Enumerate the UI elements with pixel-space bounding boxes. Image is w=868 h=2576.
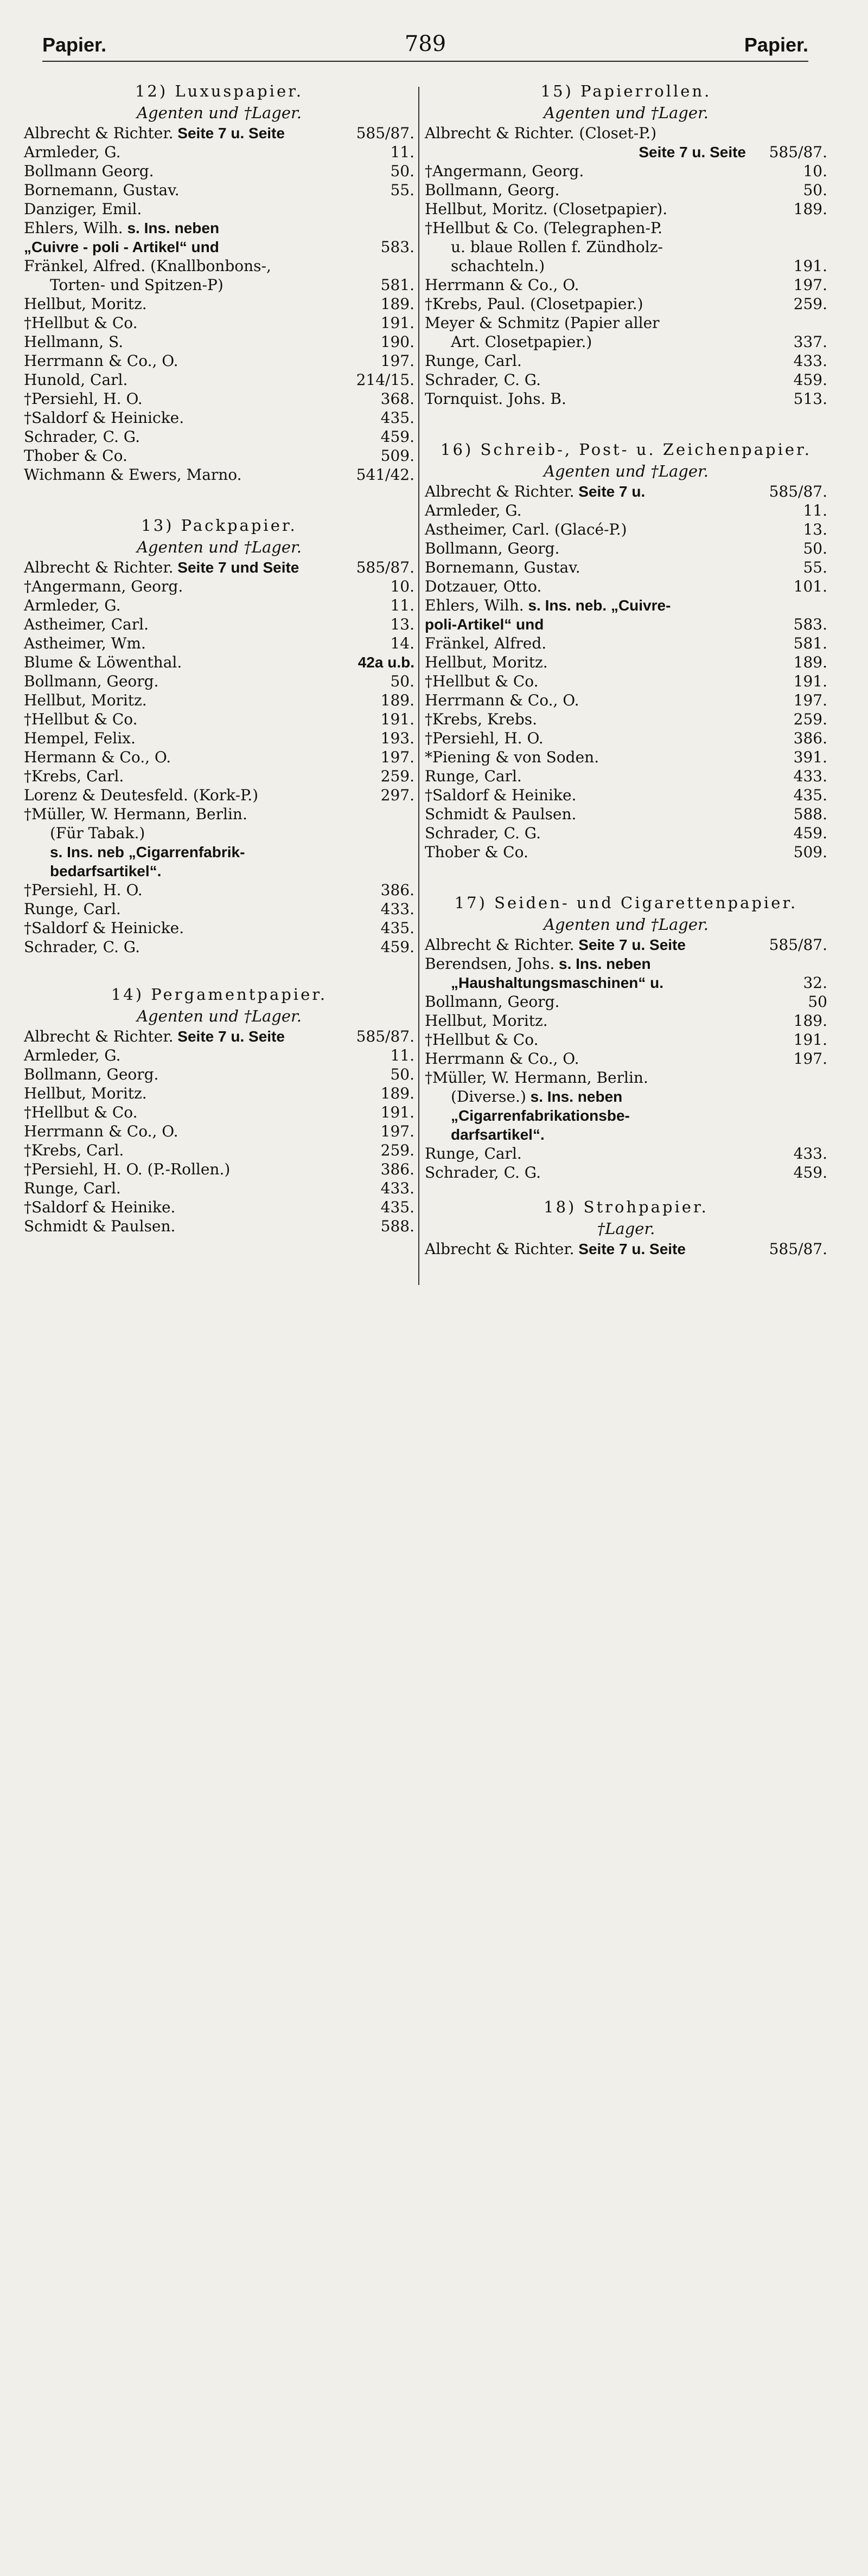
entry-page-ref: 10. <box>390 577 414 595</box>
entry-text: Bollmann, Georg. <box>425 539 560 557</box>
entry-text: Hellbut, Moritz. <box>425 653 548 671</box>
entry-page-ref: 509. <box>380 447 414 465</box>
directory-entry <box>425 256 827 275</box>
entry-page-ref: 55. <box>803 558 827 576</box>
entry-page-ref: 189. <box>380 1084 414 1102</box>
entry-text: Lorenz & Deutesfeld. (Kork-P.) <box>24 786 259 804</box>
entry-insert-note: darfsartikel“. <box>451 1126 545 1143</box>
entry-page-ref: 50. <box>390 672 414 690</box>
entry-text: *Piening & von Soden. <box>425 748 599 766</box>
entry-page-ref: 435. <box>793 786 827 804</box>
entry-page-ref: 11. <box>390 1046 414 1064</box>
entry-text: Torten- und Spitzen-P) <box>50 276 224 294</box>
entry-text: Albrecht & Richter. <box>24 1027 174 1045</box>
entry-text: †Persiehl, H. O. (P.-Rollen.) <box>24 1160 231 1178</box>
entry-text: (Für Tabak.) <box>50 824 145 842</box>
entry-text: Dotzauer, Otto. <box>425 577 542 595</box>
entry-page-ref: 11. <box>390 143 414 161</box>
directory-entry <box>425 313 827 332</box>
entry-text: Schrader, C. G. <box>425 371 541 389</box>
directory-entry <box>425 767 827 786</box>
directory-entry <box>24 124 414 143</box>
entry-page-ref: 191. <box>380 710 414 728</box>
entry-text: Bollmann, Georg. <box>425 181 560 199</box>
entry-page-ref: 433. <box>793 1145 827 1162</box>
entry-page-ref: 259. <box>380 767 414 785</box>
entry-insert-note: s. Ins. neben <box>526 1088 623 1105</box>
entry-text: u. blaue Rollen f. Zündholz- <box>451 238 663 256</box>
entry-page-ref: 259. <box>380 1141 414 1159</box>
entry-insert-note: Seite 7 u. Seite <box>574 1241 686 1257</box>
entry-text: †Hellbut & Co. <box>24 710 138 728</box>
entry-page-ref: 585/87. <box>356 124 414 142</box>
entry-page-ref: 50. <box>803 539 827 557</box>
section-subtitle: Agenten und †Lager. <box>544 462 709 480</box>
entry-page-ref: 585/87. <box>356 558 414 576</box>
entry-page-ref: 459. <box>380 428 414 446</box>
entry-page-ref: 581. <box>380 276 414 294</box>
directory-entry <box>425 351 827 370</box>
entry-page-ref: 11. <box>803 502 827 519</box>
entry-text: †Hellbut & Co. <box>425 672 539 690</box>
entry-text: Albrecht & Richter. <box>24 124 174 142</box>
entry-page-ref: 433. <box>380 900 414 918</box>
section-subtitle: Agenten und †Lager. <box>137 1007 302 1025</box>
directory-entry <box>425 520 827 539</box>
directory-entry <box>425 1068 827 1087</box>
directory-entry <box>425 1087 827 1106</box>
entry-text: Armleder, G. <box>24 143 121 161</box>
entry-text: Schrader, C. G. <box>24 428 141 446</box>
directory-entry <box>425 219 827 237</box>
entry-text: †Saldorf & Heinicke. <box>24 919 184 937</box>
entry-page-ref: 55. <box>390 181 414 199</box>
entry-page-ref: 297. <box>380 786 414 804</box>
entry-text: Albrecht & Richter. (Closet-P.) <box>425 124 657 142</box>
directory-entry <box>425 1144 827 1163</box>
directory-entry <box>425 181 827 200</box>
directory-entry <box>425 1106 827 1125</box>
entry-page-ref: 459. <box>793 1164 827 1181</box>
directory-entry <box>425 634 827 653</box>
directory-entry <box>425 1125 827 1144</box>
directory-entry <box>425 935 827 954</box>
category-section <box>425 440 827 862</box>
entry-text: Herrmann & Co., O. <box>24 352 178 370</box>
entry-page-ref: 541/42. <box>356 466 414 484</box>
header-left-title: Papier. <box>42 34 107 56</box>
section-title: 12) Luxuspapier. <box>135 82 304 100</box>
entry-page-ref: 50 <box>808 993 827 1011</box>
directory-entry <box>425 294 827 313</box>
directory-entry <box>425 672 827 691</box>
entry-text: Bollmann, Georg. <box>24 1065 159 1083</box>
entry-page-ref: 585/87. <box>356 1027 414 1045</box>
entry-page-ref: 13. <box>390 615 414 633</box>
entry-name <box>425 1125 545 1144</box>
directory-entry <box>425 615 827 634</box>
entry-text: †Krebs, Krebs. <box>425 710 538 728</box>
entry-text: Runge, Carl. <box>24 900 121 918</box>
entry-page-ref: 189. <box>793 200 827 218</box>
entry-page-ref: 189. <box>793 1012 827 1030</box>
entry-text: Ehlers, Wilh. <box>425 596 524 614</box>
entry-text: Herrmann & Co., O. <box>425 691 579 709</box>
directory-entry <box>425 653 827 672</box>
header-right-title: Papier. <box>744 34 808 56</box>
directory-entry <box>425 748 827 767</box>
entry-page-ref: 191. <box>793 257 827 275</box>
entry-page-ref: 583. <box>380 238 414 256</box>
entry-page-ref: 14. <box>390 634 414 652</box>
section-subtitle: Agenten und †Lager. <box>137 104 302 122</box>
entry-text: Schmidt & Paulsen. <box>24 1217 176 1235</box>
entry-page-ref: 368. <box>380 390 414 408</box>
directory-entry <box>425 824 827 843</box>
entry-page-ref: 509. <box>793 843 827 861</box>
entry-text: Herrmann & Co., O. <box>425 1050 579 1068</box>
entry-insert-note: s. Ins. neb „Cigarrenfabrik- <box>50 844 245 860</box>
entry-page-ref: 50. <box>390 1065 414 1083</box>
entry-text: Schrader, C. G. <box>425 1164 541 1181</box>
entry-text: †Krebs, Carl. <box>24 1141 124 1159</box>
entry-text: †Saldorf & Heinike. <box>24 1198 176 1216</box>
entry-text: Thober & Co. <box>425 843 528 861</box>
entry-page-ref: 259. <box>793 710 827 728</box>
entry-text: Albrecht & Richter. <box>425 936 575 954</box>
entry-text: Astheimer, Carl. <box>24 615 149 633</box>
entry-page-ref: 101. <box>793 577 827 595</box>
section-subtitle: Agenten und †Lager. <box>544 104 709 122</box>
section-title: 18) Strohpapier. <box>544 1198 709 1216</box>
entry-page-ref: 435. <box>380 1198 414 1216</box>
entry-text: †Angermann, Georg. <box>425 162 584 180</box>
directory-entry <box>425 275 827 294</box>
directory-entry <box>425 332 827 351</box>
entry-page-ref: 585/87. <box>769 1240 827 1258</box>
entry-page-ref: 585/87. <box>769 483 827 500</box>
entry-text: Bornemann, Gustav. <box>24 181 180 199</box>
entry-page-ref: 433. <box>380 1179 414 1197</box>
entry-text: Runge, Carl. <box>425 767 522 785</box>
entry-insert-note: Seite 7 u. Seite <box>574 936 686 953</box>
directory-entry <box>425 143 827 162</box>
entry-insert-note: s. Ins. neben <box>554 955 651 972</box>
entry-page-ref: 459. <box>793 824 827 842</box>
right-column <box>425 81 827 1290</box>
entry-page-ref: 191. <box>793 1031 827 1049</box>
entry-name <box>425 1087 622 1106</box>
entry-text: (Diverse.) <box>451 1088 526 1106</box>
entry-page-ref: 588. <box>793 805 827 823</box>
directory-entry <box>425 539 827 558</box>
entry-page-ref: 193. <box>380 729 414 747</box>
directory-entry <box>425 973 827 992</box>
entry-insert-note: Seite 7 und Seite <box>173 559 299 576</box>
entry-page-ref: 459. <box>793 371 827 389</box>
directory-entry <box>425 805 827 824</box>
entry-page-ref: 11. <box>390 596 414 614</box>
directory-entry <box>425 482 827 501</box>
entry-text: †Saldorf & Heinike. <box>425 786 577 804</box>
entry-text: schachteln.) <box>451 257 545 275</box>
entry-text: †Persiehl, H. O. <box>425 729 544 747</box>
entry-page-ref: 386. <box>793 729 827 747</box>
entry-page-ref: 189. <box>793 653 827 671</box>
section-subtitle: Agenten und †Lager. <box>137 538 302 556</box>
entry-page-ref: 190. <box>380 333 414 351</box>
entry-insert-note: poli-Artikel“ und <box>425 616 544 633</box>
entry-insert-note: Seite 7 u. Seite <box>173 1028 285 1045</box>
entry-page-ref: 435. <box>380 919 414 937</box>
entry-page-ref: 433. <box>793 767 827 785</box>
entry-insert-note: Seite 7 u. Seite <box>639 144 746 160</box>
category-section <box>425 81 827 408</box>
entry-text: Schrader, C. G. <box>425 824 541 842</box>
directory-entry <box>425 558 827 577</box>
entry-text: Schmidt & Paulsen. <box>425 805 577 823</box>
entry-insert-note: s. Ins. neb. „Cuivre- <box>524 597 671 614</box>
directory-entry <box>425 786 827 805</box>
entry-name <box>425 1106 630 1125</box>
entry-text: Armleder, G. <box>425 502 522 519</box>
entry-page-ref: 191. <box>380 314 414 332</box>
directory-entry <box>425 1239 827 1258</box>
entry-text: Hunold, Carl. <box>24 371 128 389</box>
entry-text: Runge, Carl. <box>425 352 522 370</box>
entry-insert-note: s. Ins. neben <box>123 220 220 236</box>
entry-text: †Hellbut & Co. <box>425 1031 539 1049</box>
entry-page-ref: 214/15. <box>356 371 414 389</box>
page-number: 789 <box>404 31 446 56</box>
entry-page-ref: 10. <box>803 162 827 180</box>
entry-text: Hellbut, Moritz. <box>24 1084 147 1102</box>
directory-entry <box>425 162 827 181</box>
entry-text: Fränkel, Alfred. (Knallbonbons-, <box>24 257 271 275</box>
entry-text: †Müller, W. Hermann, Berlin. <box>425 1069 648 1087</box>
entry-page-ref: 386. <box>380 1160 414 1178</box>
entry-text: Blume & Löwenthal. <box>24 653 182 671</box>
directory-entry <box>425 596 827 615</box>
entry-text: Hellmann, S. <box>24 333 124 351</box>
entry-name <box>425 954 651 973</box>
entry-text: Meyer & Schmitz (Papier aller <box>425 314 660 332</box>
entry-page-ref: 459. <box>380 938 414 956</box>
entry-text: Astheimer, Carl. (Glacé-P.) <box>425 521 627 538</box>
entry-page-ref: 585/87. <box>769 143 827 161</box>
entry-page-ref: 189. <box>380 295 414 313</box>
directory-entry <box>425 1049 827 1068</box>
entry-text: Ehlers, Wilh. <box>24 219 123 237</box>
entry-text: †Müller, W. Hermann, Berlin. <box>24 805 247 823</box>
section-title: 14) Pergamentpapier. <box>111 985 328 1004</box>
entry-text: Albrecht & Richter. <box>425 483 575 500</box>
entry-name <box>425 237 663 256</box>
entry-text: Armleder, G. <box>24 596 121 614</box>
directory-entry <box>425 729 827 748</box>
directory-entry <box>425 1163 827 1182</box>
directory-entry <box>425 992 827 1011</box>
entry-text: Tornquist. Johs. B. <box>425 390 566 408</box>
entry-text: Berendsen, Johs. <box>425 955 555 973</box>
entry-text: †Hellbut & Co. <box>24 1103 138 1121</box>
entry-text: Runge, Carl. <box>425 1145 522 1162</box>
entry-text: Herrmann & Co., O. <box>425 276 579 294</box>
directory-entry <box>425 691 827 710</box>
entry-insert-note: Seite 7 u. <box>574 483 646 500</box>
entry-text: Hermann & Co., O. <box>24 748 171 766</box>
directory-entry <box>425 577 827 596</box>
section-subtitle: †Lager. <box>597 1219 655 1238</box>
entry-page-ref: 585/87. <box>769 936 827 954</box>
section-title: 16) Schreib-, Post- u. Zeichenpapier. <box>441 440 812 459</box>
entry-page-ref: 197. <box>793 691 827 709</box>
entry-page-ref: 259. <box>793 295 827 313</box>
entry-insert-note: „Cuivre - poli - Artikel“ und <box>24 239 219 255</box>
entry-page-ref: 197. <box>380 352 414 370</box>
entry-name <box>425 596 671 615</box>
entry-text: Bollmann, Georg. <box>425 993 560 1011</box>
entry-text: Hellbut, Moritz. (Closetpapier). <box>425 200 668 218</box>
entry-text: Hellbut, Moritz. <box>425 1012 548 1030</box>
entry-text: Herrmann & Co., O. <box>24 1122 178 1140</box>
entry-insert-note: Seite 7 u. Seite <box>173 125 285 142</box>
entry-text: Art. Closetpapier.) <box>451 333 592 351</box>
entry-text: Hempel, Felix. <box>24 729 136 747</box>
entry-page-ref: 50. <box>803 181 827 199</box>
entry-page-ref: 197. <box>793 276 827 294</box>
directory-entry <box>425 710 827 729</box>
directory-entry <box>425 200 827 219</box>
entry-name <box>425 124 656 143</box>
entry-text: †Hellbut & Co. <box>24 314 138 332</box>
entry-page-ref: 32. <box>803 974 827 992</box>
entry-text: †Krebs, Carl. <box>24 767 124 785</box>
entry-insert-note: „Haushaltungsmaschinen“ u. <box>451 974 664 991</box>
entry-text: Schrader, C. G. <box>24 938 141 956</box>
entry-page-ref: 13. <box>803 521 827 538</box>
entry-page-ref: 191. <box>380 1103 414 1121</box>
entry-text: Bollmann, Georg. <box>24 672 159 690</box>
entry-page-ref: 50. <box>390 162 414 180</box>
entry-page-ref: 197. <box>380 1122 414 1140</box>
entry-page-ref: 581. <box>793 634 827 652</box>
entry-text: †Persiehl, H. O. <box>24 881 143 899</box>
entry-page-ref: 197. <box>793 1050 827 1068</box>
directory-entry <box>425 237 827 256</box>
entry-text: †Krebs, Paul. (Closetpapier.) <box>425 295 643 313</box>
entry-text: Bornemann, Gustav. <box>425 558 580 576</box>
directory-entry <box>425 1011 827 1030</box>
directory-entry <box>425 124 827 143</box>
section-subtitle: Agenten und †Lager. <box>544 915 709 934</box>
entry-text: Danziger, Emil. <box>24 200 142 218</box>
entry-text: Bollmann Georg. <box>24 162 154 180</box>
entry-page-ref: 337. <box>793 333 827 351</box>
entry-text: †Hellbut & Co. (Telegraphen-P. <box>425 219 663 237</box>
entry-page-ref: 433. <box>793 352 827 370</box>
section-title: 13) Packpapier. <box>141 516 297 535</box>
entry-text: Runge, Carl. <box>24 1179 121 1197</box>
directory-entry <box>425 389 827 408</box>
entry-insert-note: „Cigarrenfabrikationsbe- <box>451 1107 630 1124</box>
entry-text: Thober & Co. <box>24 447 127 465</box>
entry-text: Wichmann & Ewers, Marno. <box>24 466 242 484</box>
entry-text: Astheimer, Wm. <box>24 634 146 652</box>
directory-entry <box>425 1030 827 1049</box>
page-header <box>42 31 808 62</box>
section-title: 15) Papierrollen. <box>540 82 712 100</box>
entry-page-ref: 386. <box>380 881 414 899</box>
entry-text: †Saldorf & Heinicke. <box>24 409 184 427</box>
entry-text: Albrecht & Richter. <box>24 558 174 576</box>
entry-page-ref: 42a u.b. <box>358 654 414 671</box>
entry-name <box>425 1068 648 1087</box>
entry-text: Hellbut, Moritz. <box>24 691 147 709</box>
entry-page-ref: 191. <box>793 672 827 690</box>
category-section <box>425 893 827 1182</box>
section-title: 17) Seiden- und Cigarettenpapier. <box>454 894 798 912</box>
directory-entry <box>425 501 827 520</box>
entry-text: Fränkel, Alfred. <box>425 634 547 652</box>
entry-text: †Angermann, Georg. <box>24 577 183 595</box>
entry-name <box>425 219 662 237</box>
directory-entry <box>425 370 827 389</box>
entry-page-ref: 435. <box>380 409 414 427</box>
entry-insert-note: bedarfsartikel“. <box>50 863 162 879</box>
directory-entry <box>425 954 827 973</box>
entry-text: †Persiehl, H. O. <box>24 390 143 408</box>
entry-page-ref: 513. <box>793 390 827 408</box>
entry-page-ref: 588. <box>380 1217 414 1235</box>
entry-text: Armleder, G. <box>24 1046 121 1064</box>
entry-name <box>425 313 660 332</box>
entry-text: Hellbut, Moritz. <box>24 295 147 313</box>
entry-page-ref: 583. <box>793 615 827 633</box>
entry-page-ref: 197. <box>380 748 414 766</box>
directory-entry <box>425 843 827 862</box>
entry-page-ref: 189. <box>380 691 414 709</box>
entry-text: Albrecht & Richter. <box>425 1240 575 1258</box>
entry-page-ref: 391. <box>793 748 827 766</box>
